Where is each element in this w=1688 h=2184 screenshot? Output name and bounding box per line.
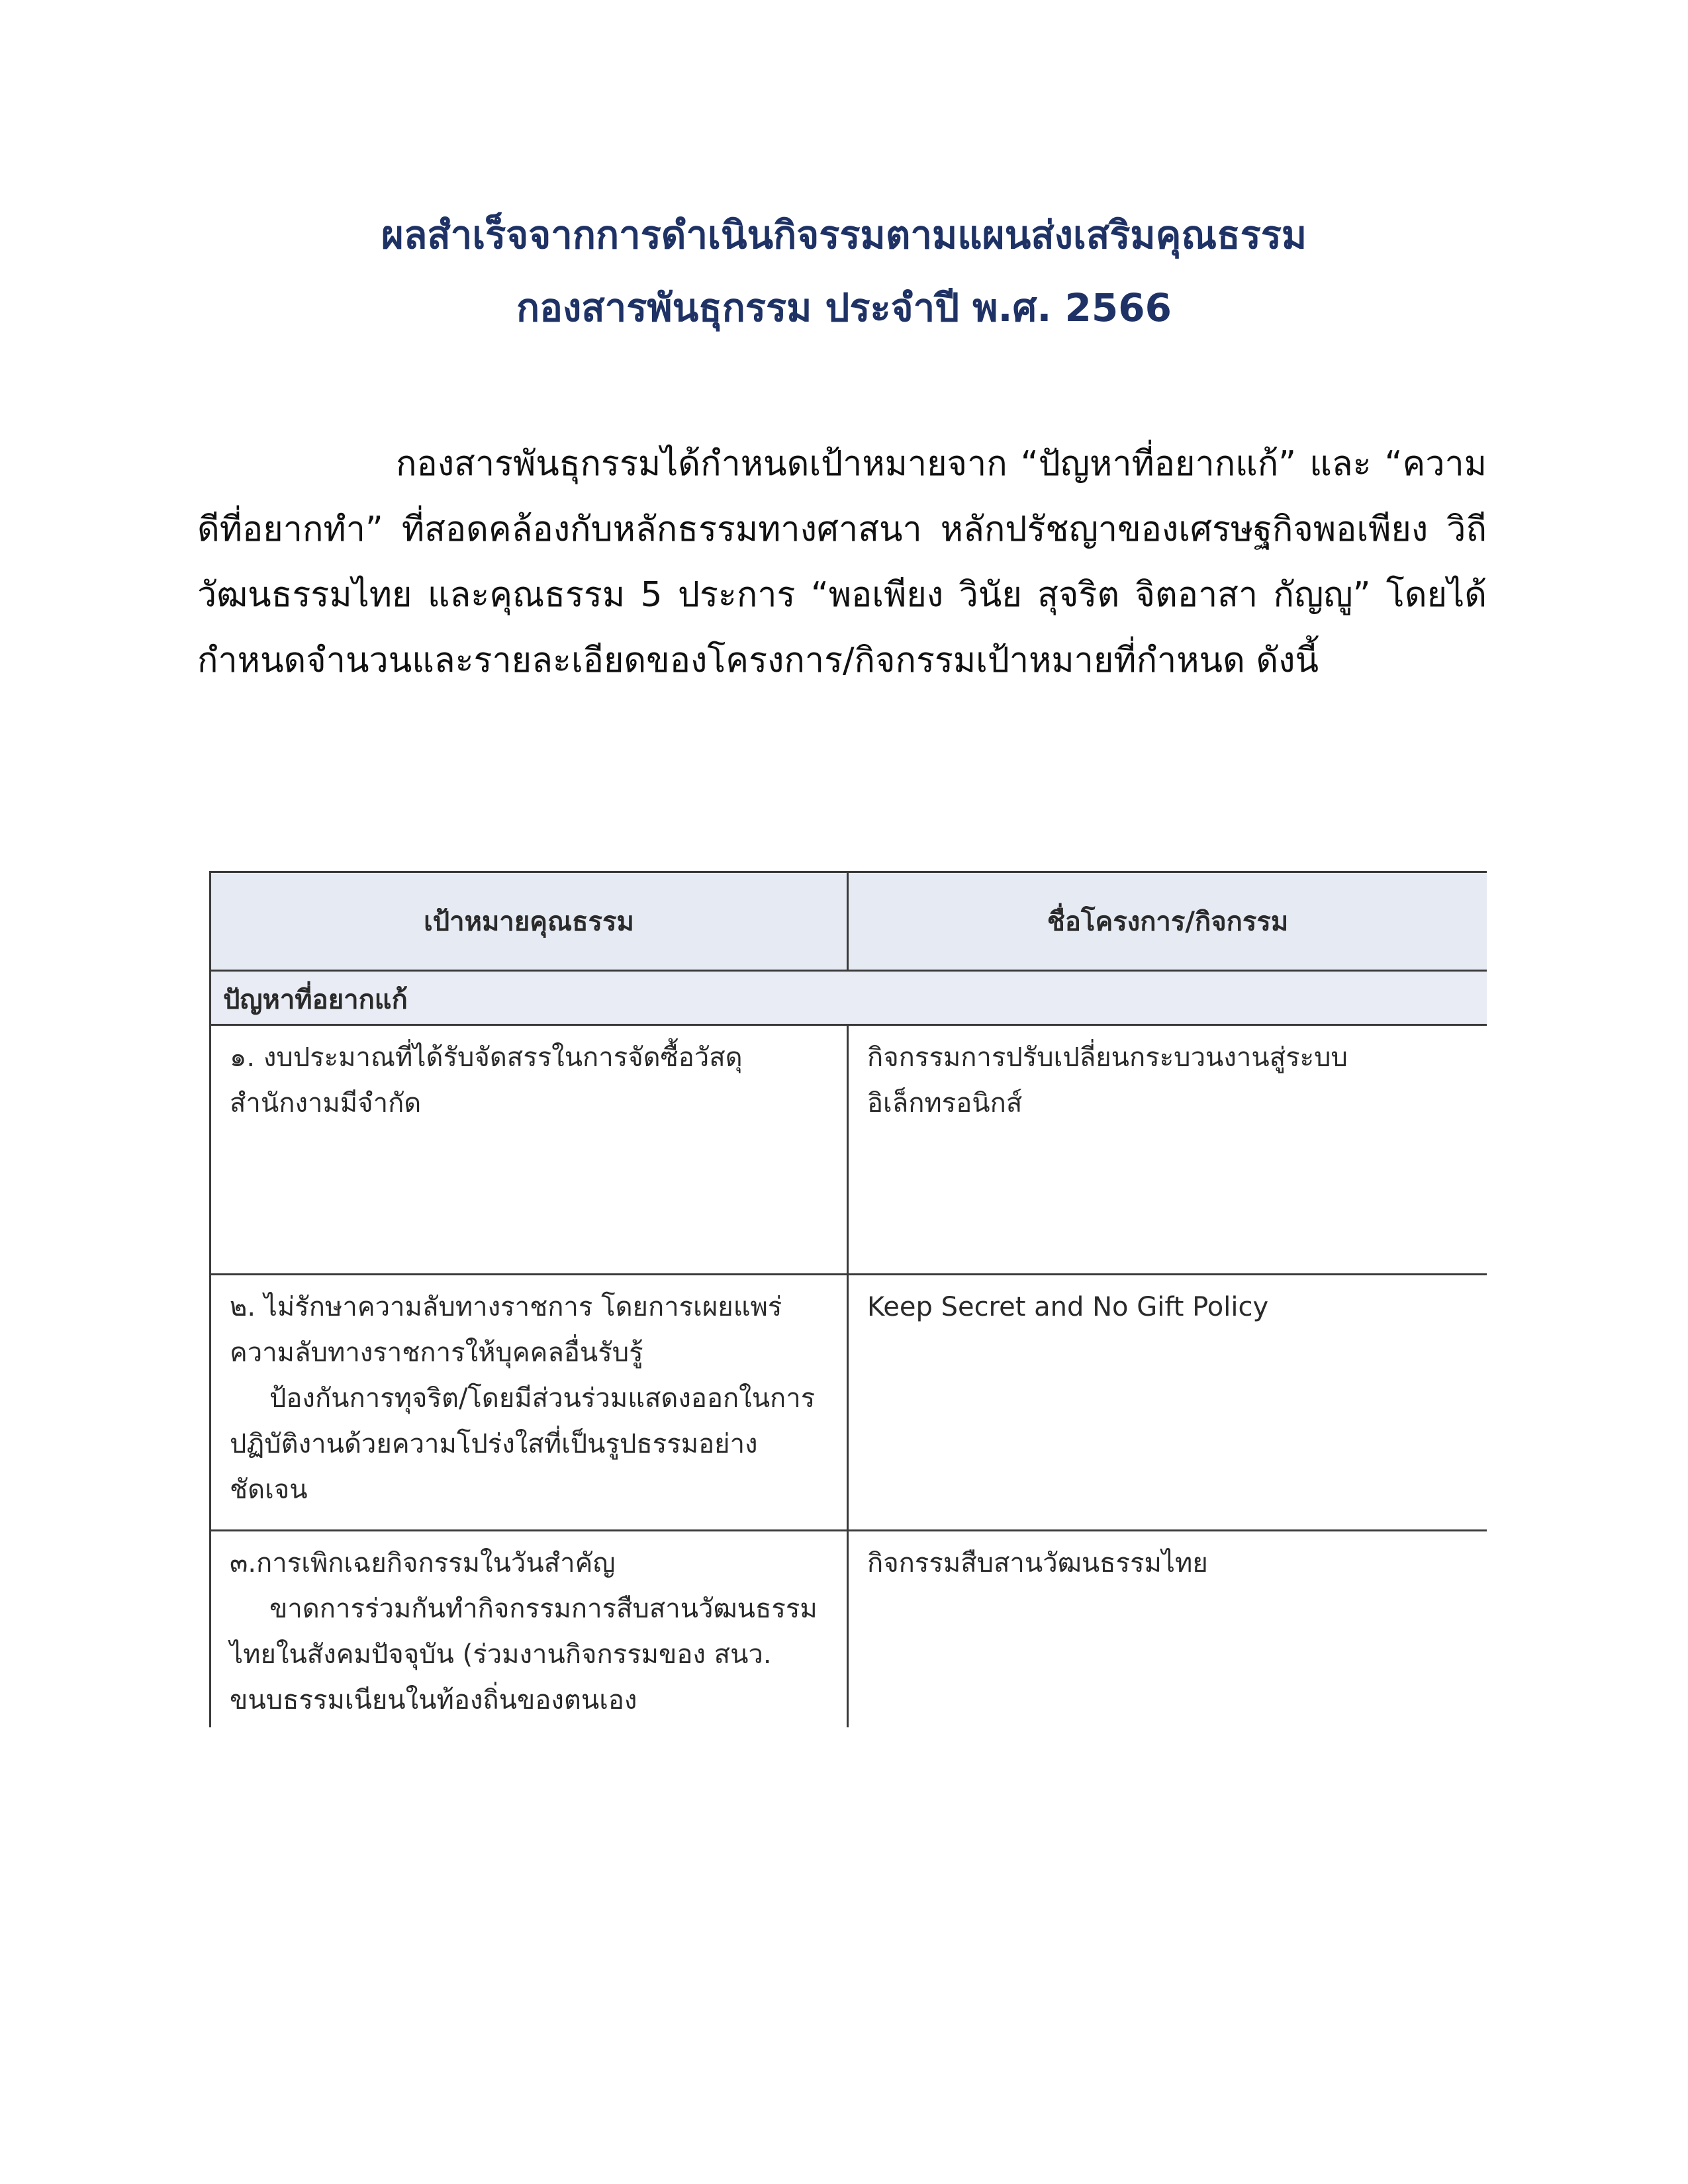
goal-text: ๑. งบประมาณที่ได้รับจัดสรรในการจัดซื้อวัสดุ bbox=[230, 1042, 743, 1073]
header-goal: เป้าหมายคุณธรรม bbox=[211, 872, 848, 971]
goal-cell bbox=[211, 1531, 848, 1728]
goals-table-scan bbox=[209, 871, 1487, 1727]
table-row bbox=[211, 1531, 1487, 1728]
project-text: กิจกรรมการปรับเปลี่ยนกระบวนงานสู่ระบบ bbox=[867, 1042, 1348, 1073]
goal-text: ๓.การเพิกเฉยกิจกรรมในวันสำคัญ bbox=[230, 1548, 616, 1578]
project-text: กิจกรรมสืบสานวัฒนธรรมไทย bbox=[867, 1548, 1208, 1578]
header-project: ชื่อโครงการ/กิจกรรม bbox=[848, 872, 1487, 971]
goal-text: ไทยในสังคมปัจจุบัน (ร่วมงานกิจกรรมของ สนว. bbox=[230, 1639, 772, 1670]
intro-paragraph: กองสารพันธุกรรมได้กำหนดเป้าหมายจาก “ปัญหาที่อยากแก้” และ “ความดีที่อยากทำ” ที่สอดคล้องกับหลักธรรมทางศาสนา หลักปรัชญาของเศรษฐกิจพอเพียง วิถีวัฒนธรรมไทย และคุณธรรม 5 ประการ “พอเพียง วินัย สุจริต จิตอาสา กัญญู” โดยได้กำหนดจำนวนและรายละเอียดของโครงการ/กิจกรรมเป้าหมายที่กำหนด ดังนี้ bbox=[197, 444, 1487, 680]
project-cell bbox=[848, 1531, 1487, 1728]
goal-text: ๒. ไม่รักษาความลับทางราชการ โดยการเผยแพร่ bbox=[230, 1292, 782, 1322]
goal-text: ขนบธรรมเนียนในท้องถิ่นของตนเอง bbox=[230, 1685, 637, 1715]
table-header-row bbox=[211, 872, 1487, 971]
goal-text: ชัดเจน bbox=[230, 1475, 308, 1505]
goal-cell bbox=[211, 1025, 848, 1275]
goal-text: ปฏิบัติงานด้วยความโปร่งใสที่เป็นรูปธรรมอย่าง bbox=[230, 1429, 758, 1459]
goal-cell bbox=[211, 1275, 848, 1531]
project-text: อิเล็กทรอนิกส์ bbox=[867, 1088, 1023, 1118]
page-title-line-1: ผลสำเร็จจากการดำเนินกิจรรมตามแผนส่งเสริมคุณธรรม bbox=[381, 212, 1307, 257]
page-title-line-2: กองสารพันธุกรรม ประจำปี พ.ศ. 2566 bbox=[516, 285, 1172, 330]
goal-text: ป้องกันการทุจริต/โดยมีส่วนร่วมแสดงออกในการ bbox=[269, 1383, 816, 1414]
goal-text: ความลับทางราชการให้บุคคลอื่นรับรู้ bbox=[230, 1338, 643, 1368]
section-row bbox=[211, 971, 1487, 1025]
table-row bbox=[211, 1025, 1487, 1275]
section-label: ปัญหาที่อยากแก้ bbox=[211, 971, 1487, 1025]
goals-table bbox=[209, 871, 1487, 1727]
table-row bbox=[211, 1275, 1487, 1531]
goal-text: สำนักงามมีจำกัด bbox=[230, 1088, 422, 1118]
project-cell bbox=[848, 1025, 1487, 1275]
project-cell bbox=[848, 1275, 1487, 1531]
goal-text: ขาดการร่วมกันทำกิจกรรมการสืบสานวัฒนธรรม bbox=[269, 1594, 818, 1624]
project-text: Keep Secret and No Gift Policy bbox=[867, 1292, 1269, 1322]
